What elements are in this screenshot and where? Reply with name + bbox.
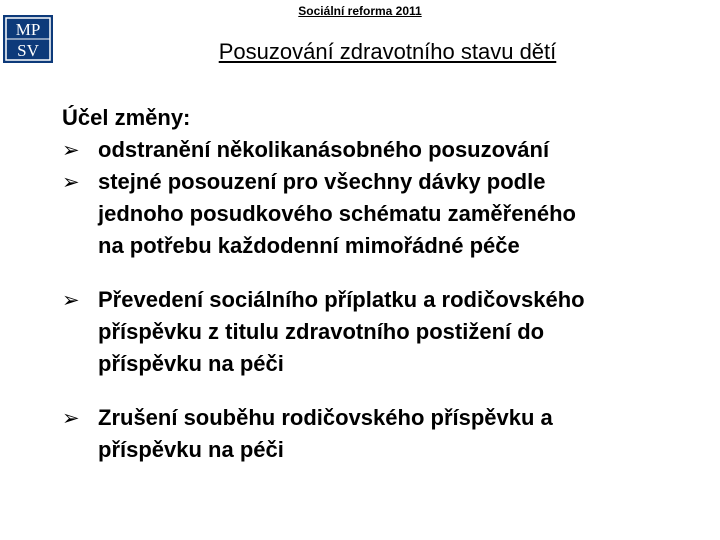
- bullet-text: příspěvku na péči: [98, 351, 284, 376]
- bullet-text: jednoho posudkového schématu zaměřeného: [98, 201, 576, 226]
- bullet-item: [62, 402, 718, 466]
- bullet-text: příspěvku z titulu zdravotního postižení do: [98, 319, 545, 344]
- slide-title: Posuzování zdravotního stavu dětí: [218, 39, 557, 64]
- slide-content: [62, 102, 718, 466]
- bullet-item: [62, 284, 718, 380]
- logo-line-2: SV: [17, 41, 39, 60]
- arrow-bullet-icon: ➢: [62, 138, 80, 162]
- logo-line-1: MP: [15, 20, 41, 39]
- bullet-text: příspěvku na péči: [98, 437, 284, 462]
- arrow-bullet-icon: ➢: [62, 406, 80, 430]
- bullet-text: Zrušení souběhu rodičovského příspěvku a: [98, 405, 553, 430]
- bullet-item: [62, 134, 718, 166]
- bullet-item: [62, 166, 718, 262]
- arrow-bullet-icon: ➢: [62, 170, 80, 194]
- header-caption: Sociální reforma 2011: [298, 4, 422, 18]
- section-heading: Účel změny:: [62, 105, 191, 130]
- bullet-text: na potřebu každodenní mimořádné péče: [98, 233, 520, 258]
- bullet-text: Převedení sociálního příplatku a rodičovského: [98, 287, 585, 312]
- bullet-text: stejné posouzení pro všechny dávky podle: [98, 169, 546, 194]
- arrow-bullet-icon: ➢: [62, 288, 80, 312]
- bullet-text: odstranění několikanásobného posuzování: [98, 137, 550, 162]
